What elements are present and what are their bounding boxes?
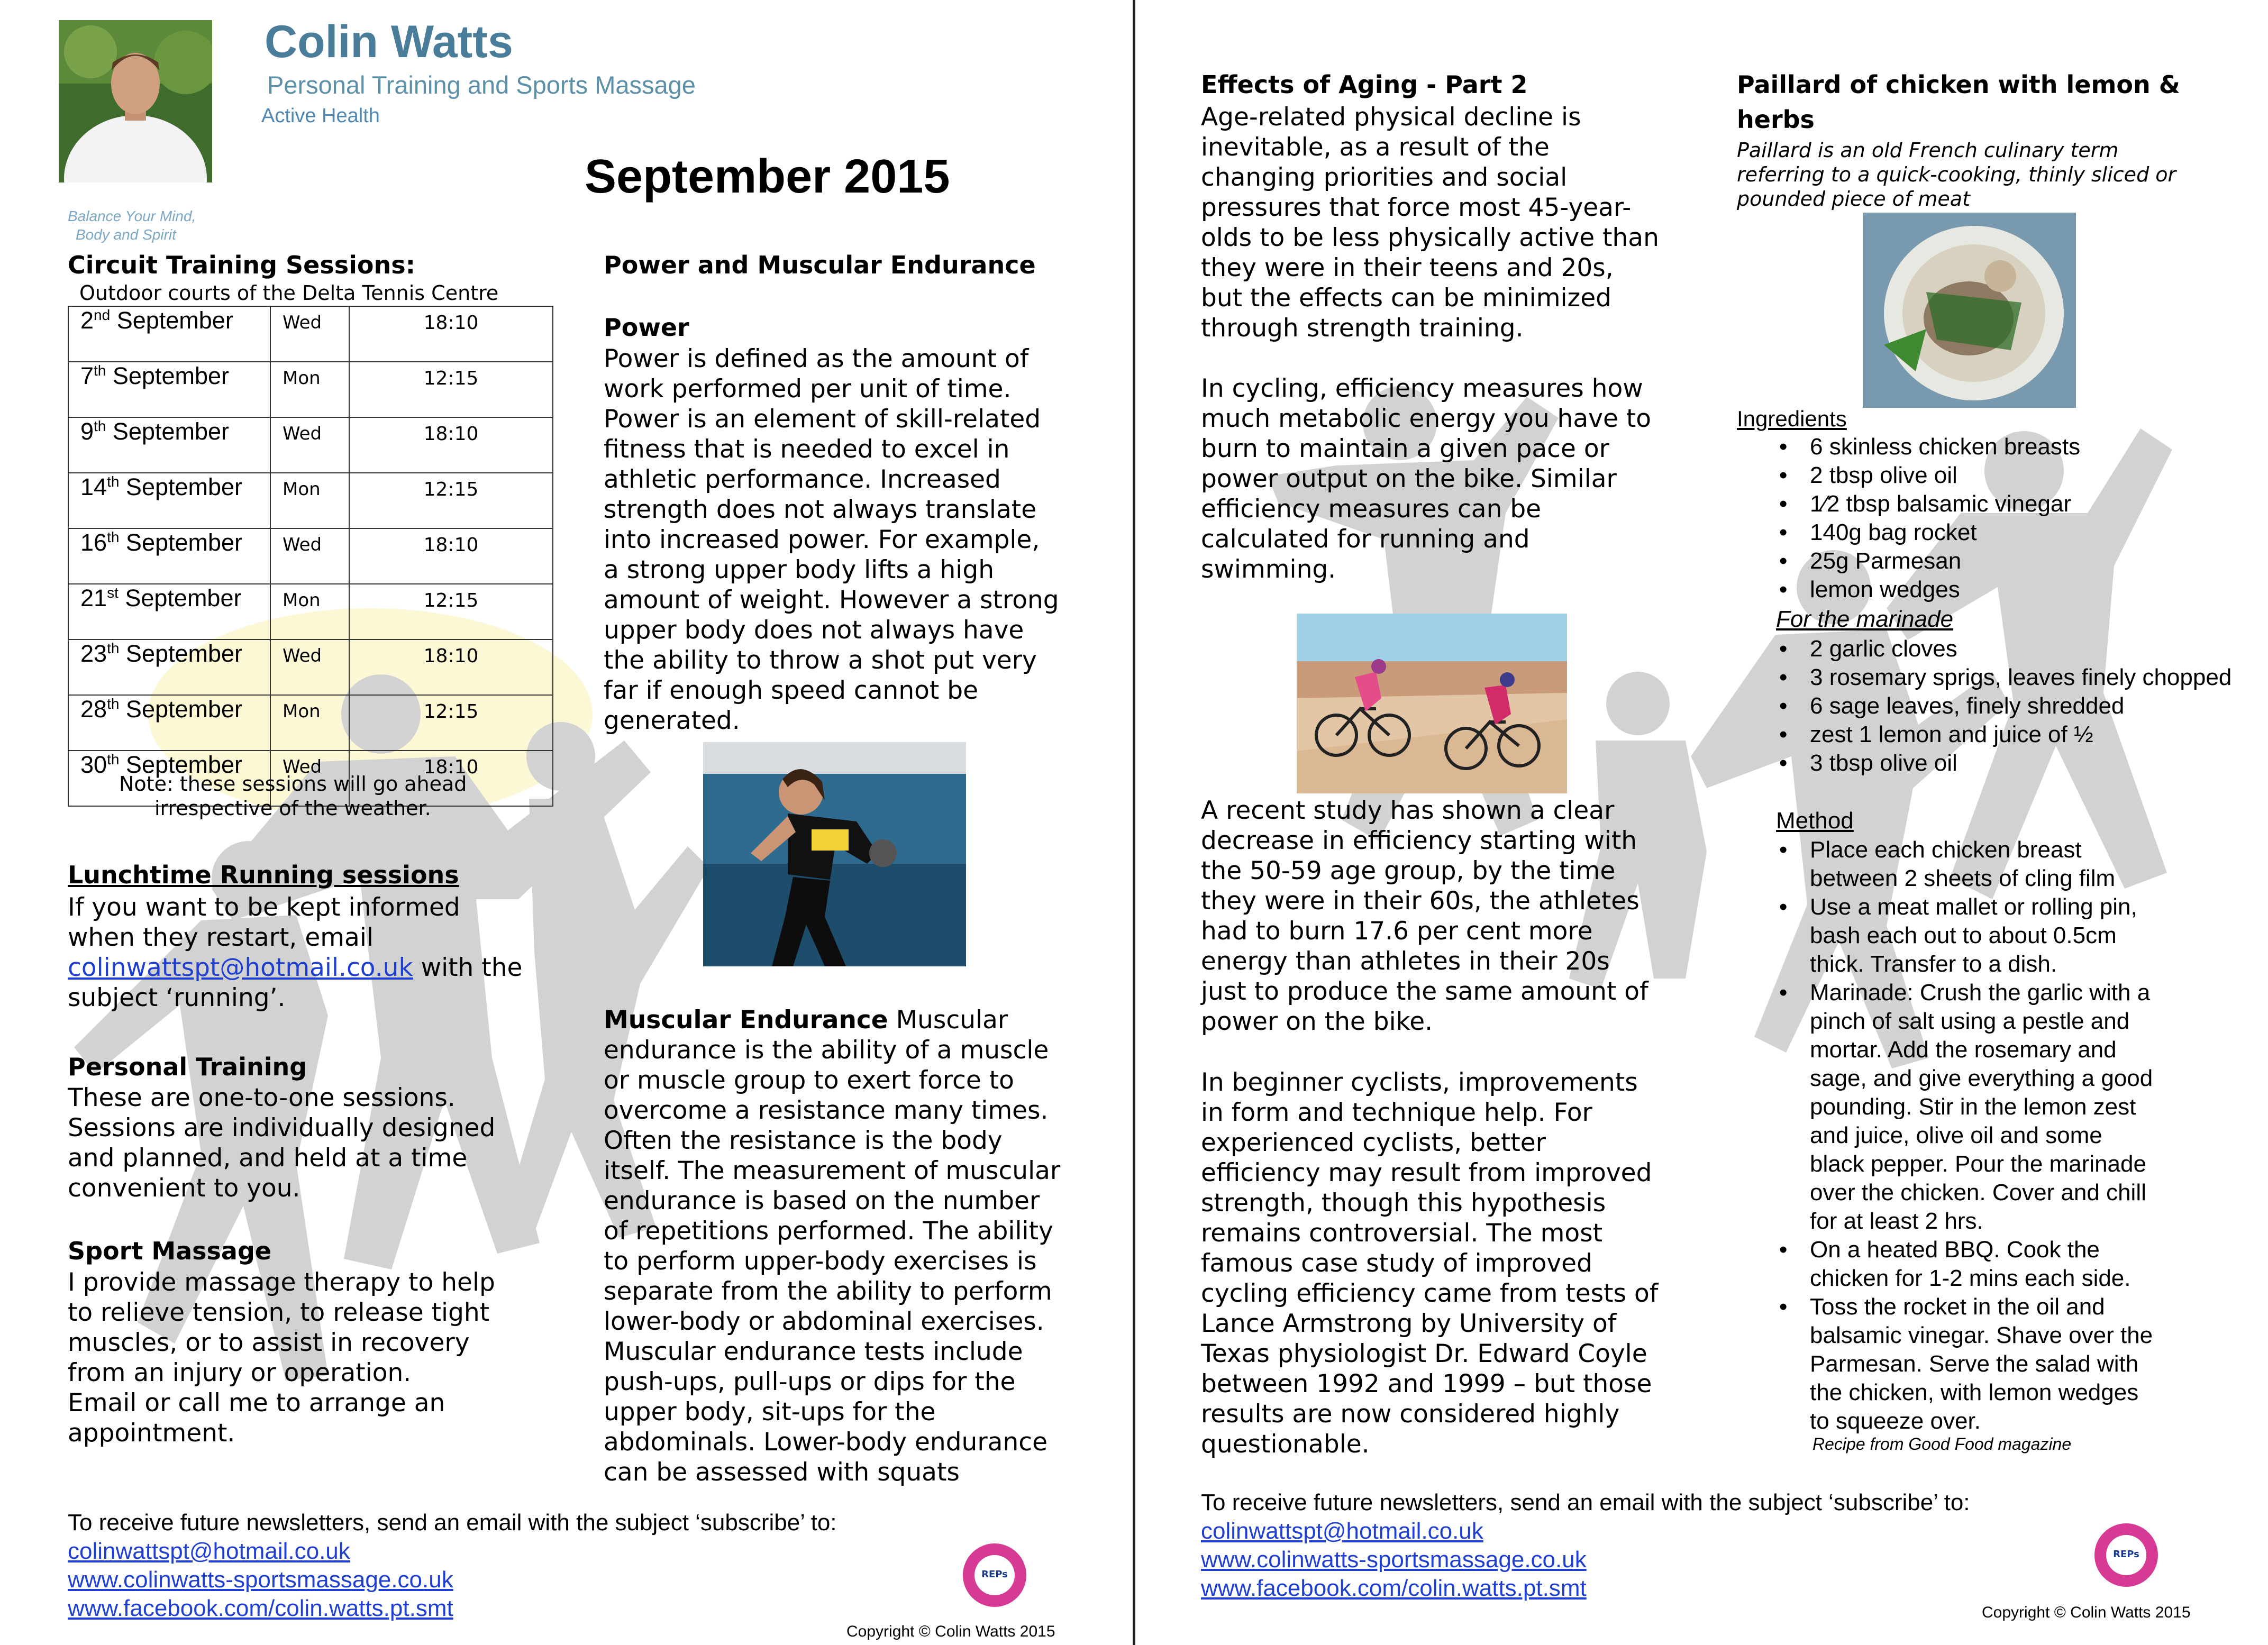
aging-paragraph-4 [1201,1067,1658,1459]
endurance-line: Often the resistance is the body [604,1126,1003,1155]
issue-date: September 2015 [585,150,950,203]
schedule-day-suffix: th [107,696,120,712]
ingredient-item: • 2 tbsp olive oil [1810,461,2249,490]
aging-line: they were in their 60s, the athletes [1201,887,1639,916]
aging-line: energy than athletes in their 20s [1201,947,1610,976]
aging-line: efficiency may result from improved [1201,1158,1652,1187]
schedule-time: 12:15 [349,362,553,417]
running-line-3 [68,953,522,983]
power-line: far if enough speed cannot be [604,676,978,705]
method-step: • Toss the rocket in the oil and balsamic vinegar. Shave over the Parmesan. Serve the salad with the chicken, with lemon wedges to squeeze over. [1810,1293,2154,1436]
aging-paragraph-3 [1201,796,1648,1037]
footer-website-link[interactable]: www.colinwatts-sportsmassage.co.uk [1201,1547,1587,1573]
schedule-time: 12:15 [349,584,553,639]
running-email-link[interactable]: colinwattspt@hotmail.co.uk [68,953,413,982]
endurance-line: or muscle group to exert force to [604,1066,1014,1095]
reps-badge-logo [963,1543,1026,1607]
endurance-first-line [604,1005,1060,1035]
aging-paragraph-1 [1201,102,1659,343]
schedule-day-suffix: th [107,640,120,656]
reps-badge-text: REPs [981,1569,1008,1580]
endurance-line: endurance is the ability of a muscle [604,1036,1049,1065]
schedule-weekday: Wed [270,528,349,584]
shot-put-athlete-photo [703,742,966,966]
schedule-day: 28 [80,696,107,723]
ingredients-list [1773,433,2249,604]
schedule-time: 18:10 [349,639,553,695]
power-line: upper body does not always have [604,616,1024,645]
power-line: athletic performance. Increased [604,465,1001,494]
schedule-time: 18:10 [349,528,553,584]
method-list [1773,836,2154,1436]
aging-line: famous case study of improved [1201,1249,1592,1278]
sport-massage-line: muscles, or to assist in recovery [68,1328,470,1357]
aging-line: but the effects can be minimized [1201,284,1611,313]
schedule-day-suffix: nd [94,307,111,323]
personal-training-line: and planned, and held at a time [68,1144,468,1173]
endurance-line: push-ups, pull-ups or dips for the [604,1367,1016,1396]
schedule-month: September [110,307,233,334]
schedule-day-suffix: th [94,362,106,379]
newsletter-page-1 [0,0,1133,1645]
aging-line: strength, though this hypothesis [1201,1189,1606,1218]
schedule-month: September [106,418,230,445]
endurance-line: of repetitions performed. The ability [604,1217,1053,1246]
schedule-time: 18:10 [349,417,553,473]
marinade-list [1773,635,2249,778]
schedule-time: 12:15 [349,695,553,751]
aging-line: swimming. [1201,555,1336,584]
aging-line: power on the bike. [1201,1007,1433,1036]
sport-massage-line: I provide massage therapy to help [68,1268,495,1297]
circuit-location: Outdoor courts of the Delta Tennis Centre [79,281,499,305]
power-line: generated. [604,706,740,735]
aging-line: efficiency measures can be [1201,495,1542,524]
personal-training-line: Sessions are individually designed [68,1113,496,1143]
schedule-day-suffix: th [107,529,120,545]
power-line: a strong upper body lifts a high [604,555,994,584]
method-step: • On a heated BBQ. Cook the chicken for 1-2 mins each side. [1810,1236,2154,1293]
schedule-day-suffix: th [94,418,106,434]
schedule-day: 14 [80,473,107,500]
running-title: Lunchtime Running sessions [68,861,459,889]
reps-badge-text: REPs [2113,1549,2139,1560]
author-name: Colin Watts [265,16,513,67]
marinade-item: • 3 tbsp olive oil [1810,749,2249,778]
schedule-time: 12:15 [349,473,553,528]
personal-training-line: These are one-to-one sessions. [68,1083,456,1112]
running-line-2: when they restart, email [68,923,374,952]
aging-line: inevitable, as a result of the [1201,133,1550,162]
sport-massage-line: Email or call me to arrange an [68,1388,445,1418]
aging-line: In cycling, efficiency measures how [1201,374,1643,403]
aging-title: Effects of Aging - Part 2 [1201,70,1528,99]
schedule-weekday: Wed [270,417,349,473]
aging-line: In beginner cyclists, improvements [1201,1068,1638,1097]
endurance-text [604,1005,1060,1487]
schedule-date [68,362,270,417]
schedule-time: 18:10 [349,751,553,806]
aging-line: experienced cyclists, better [1201,1128,1546,1157]
recipe-title-line-1: Paillard of chicken with lemon & [1737,70,2180,99]
aging-line: they were in their teens and 20s, [1201,253,1614,282]
aging-line: pressures that force most 45-year- [1201,193,1632,222]
newsletter-page-2 [1135,0,2268,1645]
recipe-intro-line: pounded piece of meat [1737,187,1970,211]
sport-massage-text [68,1267,495,1448]
running-line-1: If you want to be kept informed [68,893,460,922]
endurance-line: lower-body or abdominal exercises. [604,1307,1044,1336]
aging-line: calculated for running and [1201,525,1530,554]
schedule-time: 18:10 [349,306,553,362]
ingredient-item: • 25g Parmesan [1810,547,2249,575]
method-step: • Marinade: Crush the garlic with a pinch of salt using a pestle and mortar. Add the rosemary and sage, and give everything a good pounding. Stir in the lemon zest and juice, olive oil and some black pepper. Pour the marinade over the chicken. Cover and chill for at least 2 hrs. [1810,979,2154,1236]
aging-line: changing priorities and social [1201,163,1568,192]
schedule-weekday: Mon [270,362,349,417]
power-line: the ability to throw a shot put very [604,646,1037,675]
aging-line: had to burn 17.6 per cent more [1201,917,1593,946]
schedule-month: September [119,696,243,723]
schedule-weekday: Mon [270,584,349,639]
power-line: strength does not always translate [604,495,1037,524]
copyright: Copyright © Colin Watts 2015 [846,1623,1055,1640]
schedule-note-line-2: irrespective of the weather. [154,797,431,820]
schedule-date [68,528,270,584]
running-after-email: with the [413,953,523,982]
aging-line: Lance Armstrong by University of [1201,1309,1617,1338]
schedule-row [68,417,553,473]
tagline: Active Health [261,105,380,127]
aging-line: olds to be less physically active than [1201,223,1659,252]
method-step: • Use a meat mallet or rolling pin, bash each out to about 0.5cm thick. Transfer to a dish. [1810,893,2154,979]
marinade-item: • 3 rosemary sprigs, leaves finely chopped [1810,663,2249,692]
aging-line: much metabolic energy you have to [1201,404,1652,433]
marinade-item: • zest 1 lemon and juice of ½ [1810,720,2249,749]
circuit-training-title: Circuit Training Sessions: [68,251,416,279]
cyclists-photo [1297,614,1567,793]
schedule-month: September [118,584,242,611]
schedule-date [68,584,270,639]
endurance-line: Muscular endurance tests include [604,1337,1023,1366]
schedule-row [68,639,553,695]
aging-line: burn to maintain a given pace or [1201,434,1609,463]
power-line: work performed per unit of time. [604,374,1012,404]
schedule-date [68,639,270,695]
running-text [68,892,522,1013]
schedule-month: September [119,640,243,667]
endurance-line: to perform upper-body exercises is [604,1247,1037,1276]
running-line-4: subject ‘running’. [68,983,286,1012]
endurance-line: itself. The measurement of muscular [604,1156,1061,1185]
aging-line: just to produce the same amount of [1201,977,1648,1006]
recipe-title-line-2: herbs [1737,105,1815,134]
schedule-row [68,473,553,528]
aging-line: Texas physiologist Dr. Edward Coyle [1201,1339,1647,1368]
aging-line: the 50-59 age group, by the time [1201,856,1616,885]
schedule-date [68,473,270,528]
recipe-intro-line: Paillard is an old French culinary term [1737,139,2119,162]
schedule-day: 2 [80,307,94,334]
schedule-date [68,695,270,751]
aging-line: A recent study has shown a clear [1201,796,1615,825]
marinade-item: • 6 sage leaves, finely shredded [1810,692,2249,720]
aging-line: between 1992 and 1999 – but those [1201,1369,1652,1399]
power-text [604,344,1059,736]
reps-badge-logo [2094,1523,2158,1587]
schedule-row [68,695,553,751]
recipe-intro [1737,138,2176,211]
marinade-label: For the marinade [1776,606,1954,632]
ingredient-item: • lemon wedges [1810,575,2249,604]
schedule-row [68,528,553,584]
power-line: fitness that is needed to excel in [604,435,1010,464]
sport-massage-line: from an injury or operation. [68,1358,412,1387]
endurance-line: upper body, sit-ups for the [604,1397,936,1427]
power-line: amount of weight. However a strong [604,586,1059,615]
chicken-dish-photo [1863,213,2076,408]
ingredient-item: • 6 skinless chicken breasts [1810,433,2249,461]
aging-line: decrease in efficiency starting with [1201,826,1637,855]
schedule-date [68,417,270,473]
endurance-line: endurance is based on the number [604,1186,1040,1216]
sport-massage-line: to relieve tension, to release tight [68,1298,490,1327]
schedule-month: September [119,529,243,556]
personal-training-title: Personal Training [68,1053,307,1081]
footer-email-link[interactable]: colinwattspt@hotmail.co.uk [68,1538,350,1564]
schedule-row [68,584,553,639]
ingredient-item: • 1⁄2 tbsp balsamic vinegar [1810,490,2249,518]
circuit-schedule-table [68,306,553,807]
power-endurance-heading: Power and Muscular Endurance [604,251,1036,279]
schedule-month: September [106,362,230,389]
sport-massage-title: Sport Massage [68,1237,272,1265]
schedule-row [68,306,553,362]
aging-line: power output on the bike. Similar [1201,464,1617,494]
schedule-date [68,306,270,362]
schedule-row [68,362,553,417]
aging-line: cycling efficiency came from tests of [1201,1279,1659,1308]
schedule-day: 21 [80,584,107,611]
marinade-item: • 2 garlic cloves [1810,635,2249,663]
schedule-day: 7 [80,362,94,389]
footer-website-link[interactable]: www.colinwatts-sportsmassage.co.uk [68,1567,453,1593]
schedule-day: 23 [80,640,107,667]
schedule-weekday: Wed [270,306,349,362]
schedule-weekday: Mon [270,695,349,751]
motto-line-2: Body and Spirit [76,226,176,243]
aging-line: through strength training. [1201,314,1524,343]
aging-line: results are now considered highly [1201,1400,1620,1429]
endurance-first-rest: Muscular [888,1006,1008,1035]
power-line: Power is an element of skill-related [604,405,1041,434]
ingredients-list-wrap [1773,433,2249,604]
schedule-day-suffix: th [107,473,120,490]
schedule-weekday: Mon [270,473,349,528]
schedule-weekday: Wed [270,751,349,806]
footer-email-link[interactable]: colinwattspt@hotmail.co.uk [1201,1518,1483,1544]
method-label: Method [1776,808,1854,834]
aging-line: remains controversial. The most [1201,1219,1603,1248]
endurance-line: overcome a resistance many times. [604,1096,1049,1125]
schedule-day-suffix: th [107,751,120,767]
schedule-month: September [119,751,243,778]
method-step: • Place each chicken breast between 2 sheets of cling film [1810,836,2154,893]
endurance-line: abdominals. Lower-body endurance [604,1428,1048,1457]
aging-paragraph-2 [1201,373,1651,584]
schedule-day-suffix: st [107,584,119,601]
schedule-day: 30 [80,751,107,778]
schedule-weekday: Wed [270,639,349,695]
motto-line-1: Balance Your Mind, [68,208,196,224]
footer-facebook-link[interactable]: www.facebook.com/colin.watts.pt.smt [1201,1575,1587,1601]
footer-subscribe-line: To receive future newsletters, send an email with the subject ‘subscribe’ to: [1201,1489,1970,1515]
recipe-intro-line: referring to a quick-cooking, thinly sliced or [1737,163,2176,186]
endurance-line: separate from the ability to perform [604,1277,1052,1306]
aging-line: Age-related physical decline is [1201,103,1581,132]
sport-massage-line: appointment. [68,1419,235,1448]
marinade-list-wrap [1773,635,2249,778]
profile-photo [59,20,212,182]
power-line: into increased power. For example, [604,525,1040,554]
ingredients-label: Ingredients [1737,406,1847,431]
method-list-wrap [1773,836,2154,1436]
schedule-day: 16 [80,529,107,556]
footer-subscribe-line: To receive future newsletters, send an email with the subject ‘subscribe’ to: [68,1510,837,1536]
ingredient-item: • 140g bag rocket [1810,518,2249,547]
footer-facebook-link[interactable]: www.facebook.com/colin.watts.pt.smt [68,1595,453,1621]
copyright: Copyright © Colin Watts 2015 [1982,1604,2191,1621]
personal-training-text [68,1083,495,1203]
personal-training-line: convenient to you. [68,1174,300,1203]
schedule-month: September [119,473,243,500]
endurance-line: can be assessed with squats [604,1458,960,1487]
power-line: Power is defined as the amount of [604,344,1029,373]
endurance-lead: Muscular Endurance [604,1006,888,1035]
business-subtitle: Personal Training and Sports Massage [267,71,696,99]
schedule-day: 9 [80,418,94,445]
aging-line: questionable. [1201,1430,1370,1459]
power-subheading: Power [604,313,689,342]
aging-line: in form and technique help. For [1201,1098,1592,1127]
schedule-note-line-1: Note: these sessions will go ahead [119,772,467,796]
recipe-source: Recipe from Good Food magazine [1812,1434,2072,1454]
